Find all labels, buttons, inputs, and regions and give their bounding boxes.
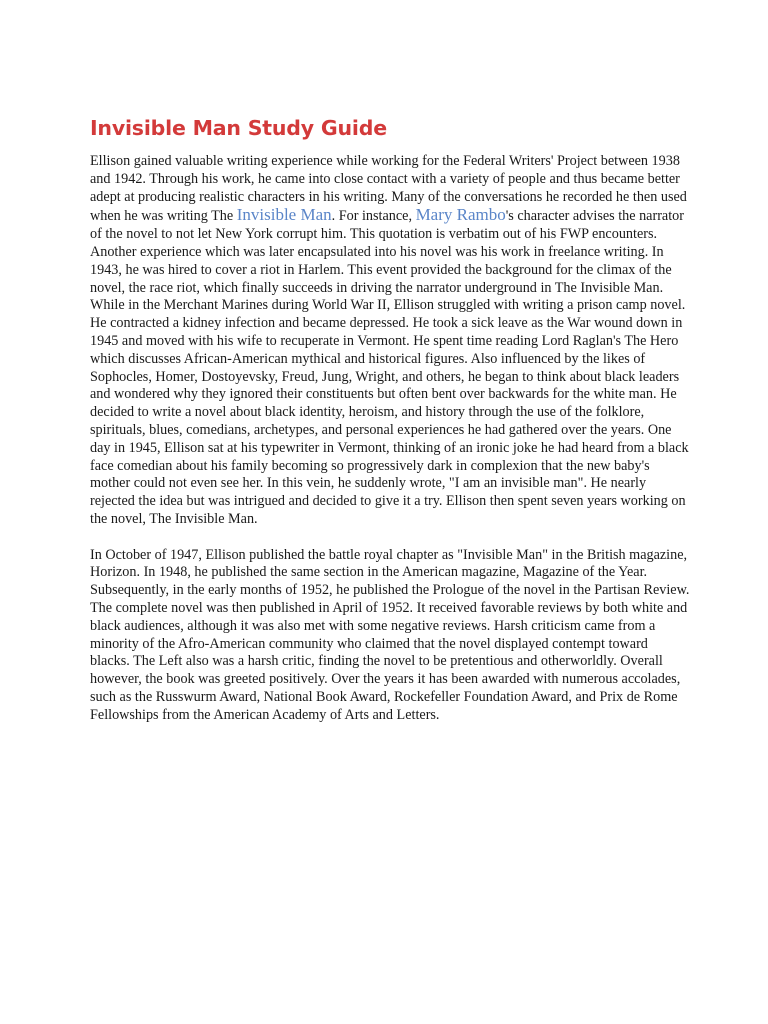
document-page (90, 112, 690, 725)
link-mary-rambo[interactable]: Mary Rambo (415, 205, 506, 225)
page-title: Invisible Man Study Guide (90, 116, 387, 140)
paragraph-text: 's character advises the narrator of the novel to not let New York corrupt him. This quotation is verbatim out of his FWP encounters. Another experience which was later encapsulated into his novel was his work in freelance writing. In 1943, he was hired to cover a riot in Harlem. This event provided the background for the climax of the novel, the race riot, which finally succeeds in driving the narrator underground in The Invisible Man. (90, 208, 684, 296)
paragraph-fwp (90, 153, 690, 297)
paragraph-merchant-marines: While in the Merchant Marines during World War II, Ellison struggled with writing a prison camp novel. He contracted a kidney infection and became depressed. He took a sick leave as the War wound down in 1945 and moved with his wife to recuperate in Vermont. He spent time reading Lord Raglan's The Hero which discusses African-American mythical and historical figures. Also influenced by the likes of Sophocles, Homer, Dostoyevsky, Freud, Jung, Wright, and others, he began to think about black leaders and wondered why they ignored their constituents but often bent over backwards for the white man. He decided to write a novel about black identity, heroism, and history through the use of the folklore, spirituals, blues, comedians, archetypes, and personal experiences he had gathered over the years. One day in 1945, Ellison sat at his typewriter in Vermont, thinking of an ironic joke he had heard from a black face comedian about his family becoming so progressively dark in complexion that the new baby's mother could not even see her. In this vein, he suddenly wrote, "I am an invisible man". He nearly rejected the idea but was intrigued and decided to give it a try. Ellison then spent seven years working on the novel, The Invisible Man. (90, 297, 689, 527)
paragraph-publication: In October of 1947, Ellison published the battle royal chapter as "Invisible Man" in the British magazine, Horizon. In 1948, he published the same section in the American magazine, Magazine of the Year. Subsequently, in the early months of 1952, he published the Prologue of the novel in the Partisan Review. The complete novel was then published in April of 1952. It received favorable reviews by both white and black audiences, although it was also met with some negative reviews. Harsh criticism came from a minority of the Afro-American community who claimed that the novel displayed contempt toward blacks. The Left also was a harsh critic, finding the novel to be pretentious and otherworldly. Overall however, the book was greeted positively. Over the years it has been awarded with numerous accolades, such as the Russwurm Award, National Book Award, Rockefeller Foundation Award, and Prix de Rome Fellowships from the American Academy of Arts and Letters. (90, 546, 690, 723)
link-invisible-man[interactable]: Invisible Man (236, 205, 332, 225)
paragraph-text: . For instance, (331, 208, 416, 225)
paragraph-text: Ellison gained valuable writing experience while working for the Federal Writers' Project between 1938 and 1942. Through his work, he came into close contact with a variety of people and thus became better adept at producing realistic characters in his writing. Many of the conversations he recorded he then used when he was writing The (90, 153, 687, 225)
